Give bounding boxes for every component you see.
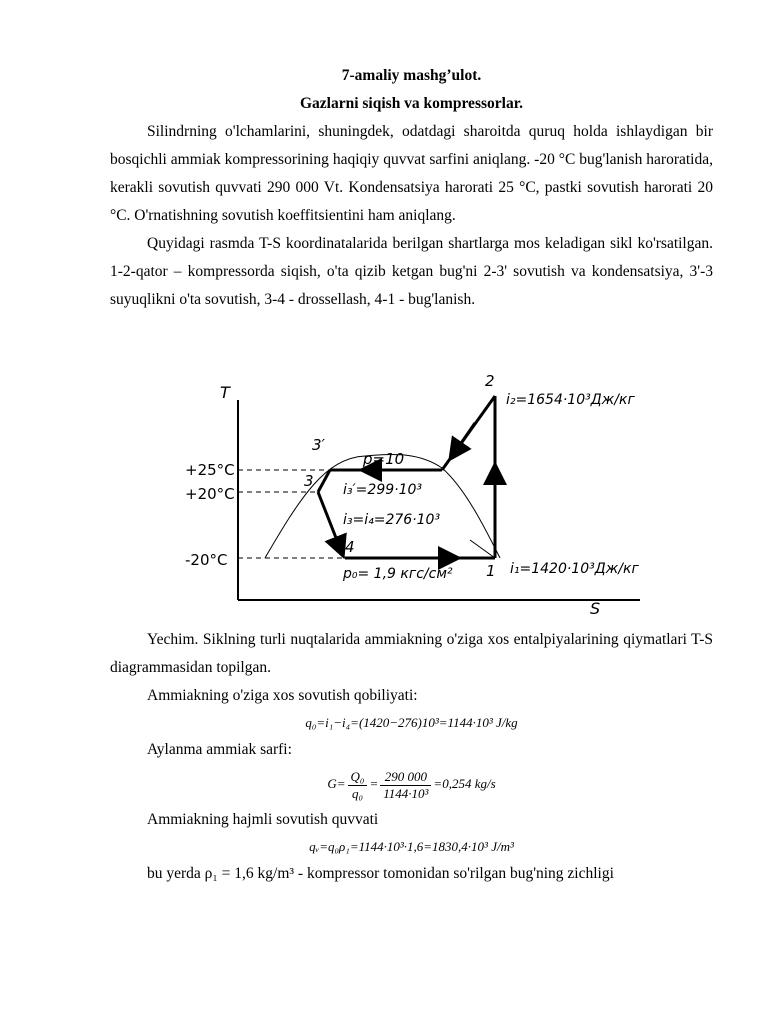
density-note: bu yerda ρ₁ = 1,6 kg/m³ - kompressor tomonidan so'rilgan bug'ning zichligi	[147, 865, 614, 882]
ts-diagram-svg	[180, 368, 660, 618]
label-refrigeration-capacity: Ammiakning o'ziga xos sovutish qobiliyati:	[147, 687, 418, 704]
i1-label: i₁=1420·10³Дж/кг	[510, 561, 639, 577]
frac-den-1: q₀	[351, 785, 363, 801]
formula-g-eq: =	[369, 776, 379, 791]
label-plus25: +25°C	[185, 461, 235, 479]
frac-num-2: 290 000	[380, 769, 431, 786]
point-4-label: 4	[345, 538, 355, 556]
p0-label: p₀= 1,9 кгс/см²	[343, 566, 453, 582]
i2-label: i₂=1654·10³Дж/кг	[506, 392, 635, 408]
s-axis-label: S	[590, 599, 601, 618]
solution-section	[110, 626, 713, 888]
formula-qv: qᵥ=q₀ρ₁=1144·10³·1,6=1830,4·10³ J/m³	[309, 839, 514, 854]
frac-num-1: Q₀	[348, 769, 368, 786]
document-title: 7-amaliy mashg’ulot.	[341, 67, 482, 84]
frac-q0	[348, 769, 368, 802]
frac-values	[380, 769, 431, 802]
label-volumetric-capacity: Ammiakning hajmli sovutish quvvati	[147, 811, 379, 828]
problem-paragraph: Silindrning o'lchamlarini, shuningdek, odatdagi sharoitda quruq holda ishlaydigan bir bosqichli ammiak kompressorining haqiqiy quvvat sarfini aniqlang. -20 °C bug'lanish haroratida, kerakli sovutish quvvati 290 000 Vt. Kondensatsiya harorati 25 °C, pastki sovutish harorati 20 °C. O'rnatishning sovutish koeffitsientini ham aniqlang.	[110, 123, 713, 224]
solution-intro: Yechim. Siklning turli nuqtalarida ammiakning o'ziga xos entalpiyalarining qiymatlari T-S diagrammasidan topilgan.	[110, 631, 713, 676]
arrow-2-3p	[455, 423, 475, 452]
p10-label: p=10	[363, 450, 405, 468]
formula-g-rhs: =0,254 kg/s	[433, 776, 496, 791]
frac-den-2: 1144·10³	[383, 785, 429, 801]
i3-i4-label: i₃=i₄=276·10³	[343, 512, 441, 528]
point-3-label: 3	[304, 472, 314, 490]
point-1-label: 1	[486, 562, 496, 580]
line-1-corner	[470, 540, 495, 558]
label-ammonia-flow: Aylanma ammiak sarfi:	[147, 741, 292, 758]
document-subtitle: Gazlarni siqish va kompressorlar.	[299, 95, 524, 112]
i3p-label: i₃′=299·10³	[343, 482, 423, 498]
line-3p-3	[318, 470, 330, 492]
label-plus20: +20°C	[185, 485, 235, 503]
label-minus20: -20°C	[185, 551, 228, 569]
t-axis-label: T	[220, 383, 230, 402]
formula-g-lhs: G=	[327, 776, 346, 791]
ts-diagram	[180, 368, 660, 618]
point-3p-label: 3′	[312, 436, 325, 454]
diagram-description-paragraph: Quyidagi rasmda T-S koordinatalarida berilgan shartlarga mos keladigan sikl ko'rsatilgan. 1-2-qator – kompressorda siqish, o'ta qizib ketgan bug'ni 2-3' sovutish va kondensatsiya, 3'-3 suyuqlikni o'ta sovutish, 3-4 - drossellash, 4-1 - bug'lanish.	[110, 235, 713, 308]
formula-q0: q₀=i₁−i₄=(1420−276)10³=1144·10³ J/kg	[305, 715, 518, 730]
point-2-label: 2	[485, 372, 495, 390]
document-body	[110, 62, 713, 314]
line-3-4	[318, 492, 340, 548]
formula-g	[110, 764, 713, 806]
